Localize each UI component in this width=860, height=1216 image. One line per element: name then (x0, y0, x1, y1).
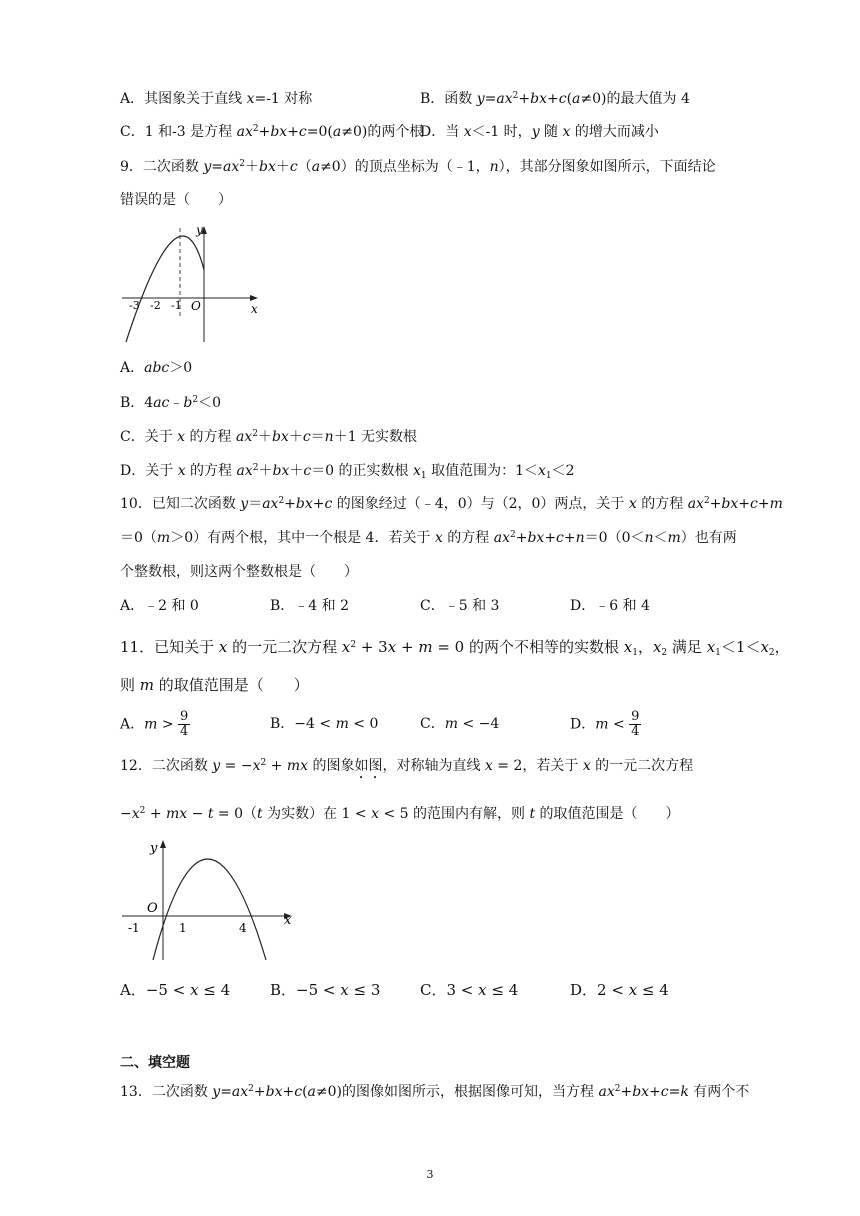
q8-option-b: B．函数 $y=ax^2+bx+c(a\ne 0)$的最大值为 4 (420, 91, 690, 107)
q9-stem-line1: 9．二次函数 $y=ax^2+bx+c(a\ne 0)$的顶点坐标为（﹣1，n），其部分图象如图所示，下面结论 (120, 159, 716, 175)
q10-option-d: D．﹣6 和 4 (570, 598, 650, 614)
q12-graph-tick-neg1: -1 (128, 921, 140, 935)
q11-option-c: C．m < −4 (420, 716, 500, 732)
q13-stem-line1: 13．二次函数 $y=ax^2+bx+c(a\ne 0)$的图像如图所示，根据图像可知，当方程 $ax^2+bx+c=k$ 有两个不 (120, 1084, 750, 1100)
q11-stem-line1: 11．已知关于 x 的一元二次方程 $x^2 + 3x + m = 0$ 的两个不相等的实数根 $x_1$，$x_2$ 满足 $x_1<1<x_2$， (120, 638, 790, 658)
q10-stem-line3: 个整数根，则这两个整数根是（ ） (120, 564, 358, 580)
q12-stem-line1: 12．二次函数 $y = -x^2$ + mx 的图象如图，对称轴为直线 x = 2，若关于 x 的一元二次方程 (120, 758, 694, 774)
q11-option-a: A．m > $\frac{9}{4}$ (120, 709, 189, 739)
q9-graph-xlabel: x (251, 302, 258, 316)
q9-option-d: D．关于 x 的方程 $ax^2+bx+c=0$ 的正实数根 $x_1$ 取值范围为：$1<x_1<2$ (120, 463, 575, 481)
q12-graph-tick-1: 1 (179, 921, 187, 935)
q12-graph-xlabel: x (284, 913, 292, 928)
q9-graph-origin: O (191, 299, 201, 313)
q9-graph-tick-neg1: -1 (171, 299, 182, 312)
q9-option-a: A．abc＞0 (120, 360, 193, 376)
q11-option-b: B．−4 < m < 0 (270, 716, 379, 732)
q8-option-c: C．1 和-3 是方程 $ax^2+bx+c=0(a\ne 0)$的两个根 (120, 124, 424, 140)
q9-graph-ylabel: y (196, 223, 203, 237)
q10-option-b: B．﹣4 和 2 (270, 598, 350, 614)
q9-stem-line2: 错误的是（ ） (120, 192, 232, 208)
q12-graph-origin: O (147, 901, 158, 916)
q9-graph-tick-neg2: -2 (150, 299, 161, 312)
q12-option-b: B．−5 < x ≤ 3 (270, 981, 381, 999)
section-heading-fill-in: 二、填空题 (120, 1055, 190, 1071)
q12-graph (118, 836, 298, 962)
q10-stem-line1: 10．已知二次函数 $y=ax^2+bx+c$ 的图象经过（﹣4，0）与（2，0）两点，关于 x 的方程 $ax^2+bx+c+m$ (120, 496, 783, 512)
q12-option-d: D．2 < x ≤ 4 (570, 981, 669, 999)
q9-graph (118, 220, 268, 346)
q10-option-c: C．﹣5 和 3 (420, 598, 500, 614)
q12-graph-tick-4: 4 (239, 921, 247, 935)
q11-option-d: D．m < $\frac{9}{4}$ (570, 709, 640, 739)
q12-option-a: A．−5 < x ≤ 4 (120, 981, 231, 999)
q9-graph-tick-neg3: -3 (129, 299, 140, 312)
q12-graph-ylabel: y (150, 841, 158, 856)
q12-stem-line2: $-x^2$ + mx − t = 0（t 为实数）在 1 < x < 5 的范围内有解，则 t 的取值范围是（ ） (120, 806, 680, 822)
q8-option-d: D．当 x＜-1 时，y 随 x 的增大而减小 (420, 124, 659, 140)
page-number: 3 (426, 1168, 434, 1181)
q11-stem-line2: 则 m 的取值范围是（ ） (120, 676, 309, 694)
q8-option-a: A．其图象关于直线 x=-1 对称 (120, 91, 313, 107)
q9-option-b: B．$4ac﹣b^2<0$ (120, 395, 222, 411)
q10-option-a: A．﹣2 和 0 (120, 598, 199, 614)
q12-option-c: C．3 < x ≤ 4 (420, 981, 519, 999)
q10-stem-line2: ＝0（m＞0）有两个根，其中一个根是 4．若关于 x 的方程 $ax^2+bx+c+n=0(0<n<m)$也有两 (120, 530, 737, 546)
q9-option-c: C．关于 x 的方程 $ax^2+bx+c=n+1$ 无实数根 (120, 429, 418, 445)
